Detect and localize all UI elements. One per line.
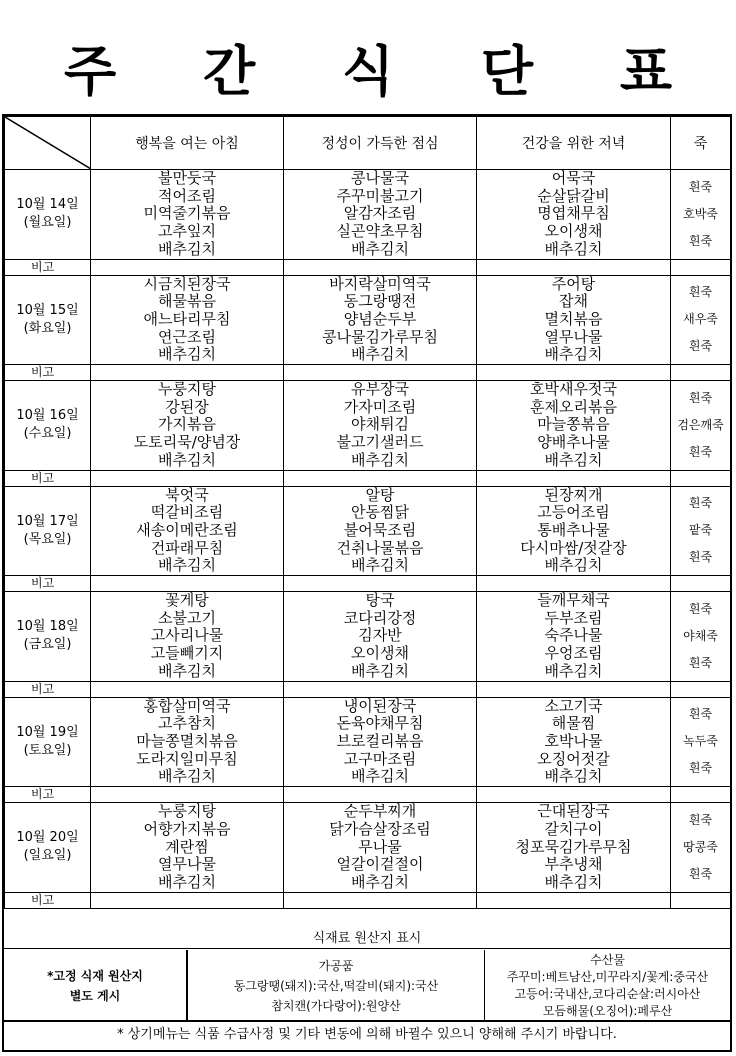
juk-item: 야채죽 [683, 628, 718, 643]
menu-item: 홍합살미역국 [143, 696, 231, 715]
menu-item: 배추김치 [544, 767, 603, 786]
juk-item: 흰죽 [688, 601, 713, 616]
note-cell [91, 365, 284, 381]
note-cell [671, 259, 731, 275]
note-row [5, 576, 731, 592]
dinner-cell [477, 803, 671, 893]
menu-item: 잡채 [559, 292, 588, 311]
menu-item: 고추잎지 [158, 222, 216, 241]
day-row [5, 381, 731, 471]
menu-item: 갈치구이 [544, 819, 603, 838]
breakfast-cell [91, 170, 284, 260]
menu-item: 소고기국 [544, 696, 603, 715]
header-row [5, 117, 731, 170]
day-row [5, 486, 731, 576]
note-label: 비고 [5, 470, 91, 486]
fixed-origin-notice [4, 950, 188, 1022]
menu-item: 가자미조림 [343, 397, 417, 416]
menu-item: 두부조림 [544, 608, 603, 627]
breakfast-cell [91, 275, 284, 365]
note-cell [284, 259, 477, 275]
note-row [5, 892, 731, 908]
juk-item: 흰죽 [688, 496, 713, 511]
note-cell [671, 470, 731, 486]
note-cell [477, 365, 671, 381]
note-row [5, 365, 731, 381]
note-cell [477, 681, 671, 697]
lunch-cell [284, 486, 477, 576]
menu-item: 배추김치 [544, 345, 603, 364]
menu-item: 배추김치 [351, 450, 409, 469]
menu-item: 어묵국 [551, 169, 596, 187]
day-row [5, 170, 731, 260]
header-lunch: 정성이 가득한 점심 [284, 117, 477, 170]
juk-item: 녹두죽 [683, 734, 718, 749]
menu-item: 통배추나물 [537, 520, 610, 539]
menu-item: 마늘쫑멸치볶음 [136, 731, 238, 750]
menu-item: 순두부찌개 [343, 802, 417, 821]
menu-item: 시금치된장국 [143, 274, 231, 293]
processed-origin [188, 950, 485, 1022]
menu-item: 오징어젓갈 [537, 749, 610, 768]
menu-item: 배추김치 [158, 767, 216, 786]
note-cell [671, 576, 731, 592]
footer-note: * 상기메뉴는 식품 수급사정 및 기타 변동에 의해 바뀔수 있으니 양해해 주시기 바랍니다. [117, 1027, 617, 1042]
juk-item: 흰죽 [688, 233, 713, 248]
note-label: 비고 [5, 576, 91, 592]
juk-item: 흰죽 [688, 812, 713, 827]
weekday-label: (월요일) [23, 215, 72, 231]
juk-item: 흰죽 [688, 550, 713, 565]
menu-item: 강된장 [165, 397, 209, 416]
menu-item: 얼갈이겉절이 [336, 855, 424, 874]
menu-item: 고사리나물 [150, 626, 224, 645]
menu-item: 양배추나물 [537, 433, 610, 452]
note-cell [91, 470, 284, 486]
menu-item: 무나물 [358, 837, 402, 856]
date-label: 10월 16일 [16, 408, 79, 424]
note-cell [91, 892, 284, 908]
lunch-cell [284, 592, 477, 682]
menu-item: 배추김치 [351, 239, 409, 258]
day-row [5, 803, 731, 893]
juk-item: 흰죽 [688, 444, 713, 459]
menu-item: 고추참치 [158, 714, 216, 733]
menu-item: 오이생채 [544, 222, 603, 241]
dinner-cell [477, 486, 671, 576]
day-row [5, 275, 731, 365]
lunch-cell [284, 381, 477, 471]
menu-item: 멸치볶음 [544, 309, 603, 328]
menu-item: 누룽지탕 [158, 802, 216, 821]
menu-item: 애느타리무침 [143, 309, 231, 328]
note-label: 비고 [5, 365, 91, 381]
breakfast-cell [91, 592, 284, 682]
note-cell [284, 681, 477, 697]
juk-item: 흰죽 [688, 707, 713, 722]
note-cell [671, 681, 731, 697]
menu-item: 배추김치 [351, 345, 409, 364]
menu-item: 건취나물볶음 [336, 538, 424, 557]
menu-item: 고들빼기지 [150, 644, 224, 663]
menu-item: 불고기샐러드 [336, 433, 424, 452]
juk-cell [671, 381, 731, 471]
note-label: 비고 [5, 681, 91, 697]
menu-item: 열무나물 [158, 855, 216, 874]
menu-item: 콩나물김가루무침 [322, 327, 438, 346]
menu-item: 마늘쫑볶음 [537, 415, 610, 434]
breakfast-cell [91, 803, 284, 893]
menu-item: 청포묵김가루무침 [515, 837, 632, 856]
menu-item: 숙주나물 [544, 626, 603, 645]
juk-item: 새우죽 [683, 312, 718, 327]
menu-item: 배추김치 [544, 661, 603, 680]
menu-item: 연근조림 [158, 327, 216, 346]
date-label: 10월 14일 [16, 197, 79, 213]
juk-item: 흰죽 [688, 866, 713, 881]
processed-title: 가공품 [318, 959, 354, 973]
date-label: 10월 19일 [16, 724, 79, 740]
lunch-cell [284, 275, 477, 365]
date-label: 10월 15일 [16, 302, 79, 318]
menu-item: 배추김치 [351, 767, 409, 786]
menu-item: 배추김치 [158, 450, 216, 469]
menu-item: 호박나물 [544, 731, 603, 750]
menu-item: 해물볶음 [158, 292, 216, 311]
juk-cell [671, 486, 731, 576]
note-cell [671, 892, 731, 908]
juk-item: 팥죽 [688, 523, 713, 538]
date-cell [5, 381, 91, 471]
corner-cell [5, 117, 91, 170]
weekday-label: (목요일) [23, 531, 72, 547]
lunch-cell [284, 697, 477, 787]
menu-item: 근대된장국 [537, 802, 610, 821]
note-cell [91, 576, 284, 592]
menu-item: 코다리강정 [343, 608, 417, 627]
juk-cell [671, 275, 731, 365]
menu-item: 탕국 [365, 591, 395, 610]
menu-item: 유부장국 [351, 380, 409, 399]
juk-item: 흰죽 [688, 390, 713, 405]
juk-item: 흰죽 [688, 339, 713, 354]
menu-item: 배추김치 [544, 450, 603, 469]
lunch-cell [284, 803, 477, 893]
juk-cell [671, 170, 731, 260]
menu-item: 적어조림 [158, 186, 216, 205]
menu-item: 콩나물국 [351, 169, 409, 187]
menu-item: 돈육야채무침 [336, 714, 424, 733]
seafood-origin [485, 950, 730, 1022]
juk-item: 흰죽 [688, 761, 713, 776]
fixed-origin-line1: *고정 식재 원산지 [47, 969, 143, 983]
menu-item: 배추김치 [351, 872, 409, 891]
diagonal-divider [5, 117, 91, 169]
menu-item: 건파래무침 [150, 538, 224, 557]
menu-item: 들깨무채국 [537, 591, 610, 610]
menu-item: 배추김치 [544, 556, 603, 575]
menu-item: 배추김치 [158, 345, 216, 364]
menu-item: 배추김치 [158, 872, 216, 891]
juk-cell [671, 803, 731, 893]
weekday-label: (화요일) [23, 320, 72, 336]
menu-item: 도토리묵/양념장 [133, 433, 241, 452]
note-cell [477, 576, 671, 592]
menu-item: 어향가지볶음 [143, 819, 231, 838]
note-cell [671, 365, 731, 381]
date-cell [5, 486, 91, 576]
date-cell [5, 170, 91, 260]
note-cell [284, 892, 477, 908]
note-cell [671, 787, 731, 803]
date-label: 10월 17일 [16, 513, 79, 529]
header-juk: 죽 [671, 117, 731, 170]
weekday-label: (금요일) [23, 637, 72, 653]
menu-item: 실곤약초무침 [336, 222, 424, 241]
origin-section [4, 950, 730, 1022]
menu-item: 새송이메란조림 [136, 520, 238, 539]
menu-item: 배추김치 [158, 556, 216, 575]
menu-item: 양념순두부 [343, 309, 417, 328]
menu-item: 닭가슴살장조림 [329, 819, 431, 838]
note-label: 비고 [5, 787, 91, 803]
menu-item: 냉이된장국 [343, 696, 417, 715]
date-label: 10월 18일 [16, 619, 79, 635]
menu-item: 김자반 [358, 626, 402, 645]
menu-item: 도라지일미무침 [136, 749, 238, 768]
note-cell [477, 787, 671, 803]
date-cell [5, 803, 91, 893]
menu-item: 북엇국 [165, 485, 209, 504]
lunch-cell [284, 170, 477, 260]
juk-item: 흰죽 [688, 179, 713, 194]
note-cell [284, 470, 477, 486]
menu-item: 주어탕 [551, 274, 596, 293]
menu-item: 바지락살미역국 [329, 274, 431, 293]
processed-line2: 참치캔(가다랑어):원양산 [271, 999, 401, 1013]
menu-item: 불만둣국 [158, 169, 216, 187]
menu-item: 배추김치 [158, 661, 216, 680]
menu-item: 배추김치 [158, 239, 216, 258]
menu-item: 순살닭갈비 [537, 186, 610, 205]
note-cell [284, 787, 477, 803]
menu-item: 명엽채무침 [537, 204, 610, 223]
note-row [5, 681, 731, 697]
date-cell [5, 697, 91, 787]
menu-item: 해물찜 [551, 714, 596, 733]
menu-item: 열무나물 [544, 327, 603, 346]
seafood-line3: 모듬해물(오징어):페루산 [542, 1004, 673, 1018]
menu-item: 훈제오리볶음 [530, 397, 617, 416]
weekday-label: (토요일) [23, 742, 72, 758]
juk-cell [671, 592, 731, 682]
menu-item: 떡갈비조림 [150, 503, 224, 522]
juk-cell [671, 697, 731, 787]
note-row [5, 787, 731, 803]
processed-line1: 동그랑땡(돼지):국산,떡갈비(돼지):국산 [233, 979, 439, 993]
menu-item: 계란찜 [165, 837, 209, 856]
weekday-label: (수요일) [23, 426, 72, 442]
breakfast-cell [91, 697, 284, 787]
menu-item: 고등어조림 [537, 503, 610, 522]
menu-item: 야채튀김 [351, 415, 409, 434]
note-cell [284, 365, 477, 381]
dinner-cell [477, 697, 671, 787]
header-dinner: 건강을 위한 저녁 [477, 117, 671, 170]
menu-item: 안동찜닭 [351, 503, 409, 522]
menu-item: 배추김치 [351, 556, 409, 575]
day-row [5, 697, 731, 787]
menu-item: 동그랑땡전 [343, 292, 417, 311]
menu-item: 호박새우젓국 [530, 380, 617, 399]
menu-item: 다시마쌈/젓갈장 [520, 538, 627, 557]
menu-item: 주꾸미불고기 [336, 186, 424, 205]
dinner-cell [477, 381, 671, 471]
seafood-line2: 고등어:국내산,코다리순살:러시아산 [514, 987, 701, 1001]
juk-item: 검은깨죽 [677, 417, 724, 432]
note-cell [477, 470, 671, 486]
date-label: 10월 20일 [16, 830, 79, 846]
dinner-cell [477, 275, 671, 365]
menu-item: 고구마조림 [343, 749, 417, 768]
note-cell [477, 259, 671, 275]
menu-item: 우엉조림 [544, 644, 603, 663]
menu-item: 배추김치 [544, 872, 603, 891]
note-cell [91, 681, 284, 697]
menu-item: 가지볶음 [158, 415, 216, 434]
menu-item: 미역줄기볶음 [143, 204, 231, 223]
breakfast-cell [91, 381, 284, 471]
menu-item: 부추냉채 [544, 855, 603, 874]
day-row [5, 592, 731, 682]
date-cell [5, 275, 91, 365]
menu-item: 알탕 [365, 485, 395, 504]
date-cell [5, 592, 91, 682]
fixed-origin-line2: 별도 게시 [69, 989, 121, 1003]
note-cell [284, 576, 477, 592]
weekly-menu-table [4, 116, 731, 909]
menu-item: 꽃게탕 [165, 591, 209, 610]
juk-item: 호박죽 [683, 206, 718, 221]
seafood-line1: 주꾸미:베트남산,미꾸라지/꽃게:중국산 [506, 970, 709, 984]
page-title: 주 간 식 단 표 [63, 40, 707, 103]
dinner-cell [477, 592, 671, 682]
note-cell [477, 892, 671, 908]
header-breakfast: 행복을 여는 아침 [91, 117, 284, 170]
note-label: 비고 [5, 259, 91, 275]
note-cell [91, 787, 284, 803]
menu-item: 불어묵조림 [343, 520, 417, 539]
note-row [5, 470, 731, 486]
menu-item: 누룽지탕 [158, 380, 216, 399]
menu-item: 알감자조림 [343, 204, 417, 223]
note-label: 비고 [5, 892, 91, 908]
menu-item: 소불고기 [158, 608, 216, 627]
juk-item: 흰죽 [688, 285, 713, 300]
note-row [5, 259, 731, 275]
dinner-cell [477, 170, 671, 260]
juk-item: 땅콩죽 [683, 839, 718, 854]
menu-item: 배추김치 [544, 239, 603, 258]
breakfast-cell [91, 486, 284, 576]
juk-item: 흰죽 [688, 655, 713, 670]
weekday-label: (일요일) [23, 848, 72, 864]
seafood-title: 수산물 [590, 953, 625, 967]
menu-item: 브로컬리볶음 [336, 731, 424, 750]
note-cell [91, 259, 284, 275]
menu-item: 배추김치 [351, 661, 409, 680]
menu-item: 된장찌개 [544, 485, 603, 504]
origin-title: 식재료 원산지 표시 [4, 929, 730, 949]
menu-item: 오이생채 [351, 644, 409, 663]
